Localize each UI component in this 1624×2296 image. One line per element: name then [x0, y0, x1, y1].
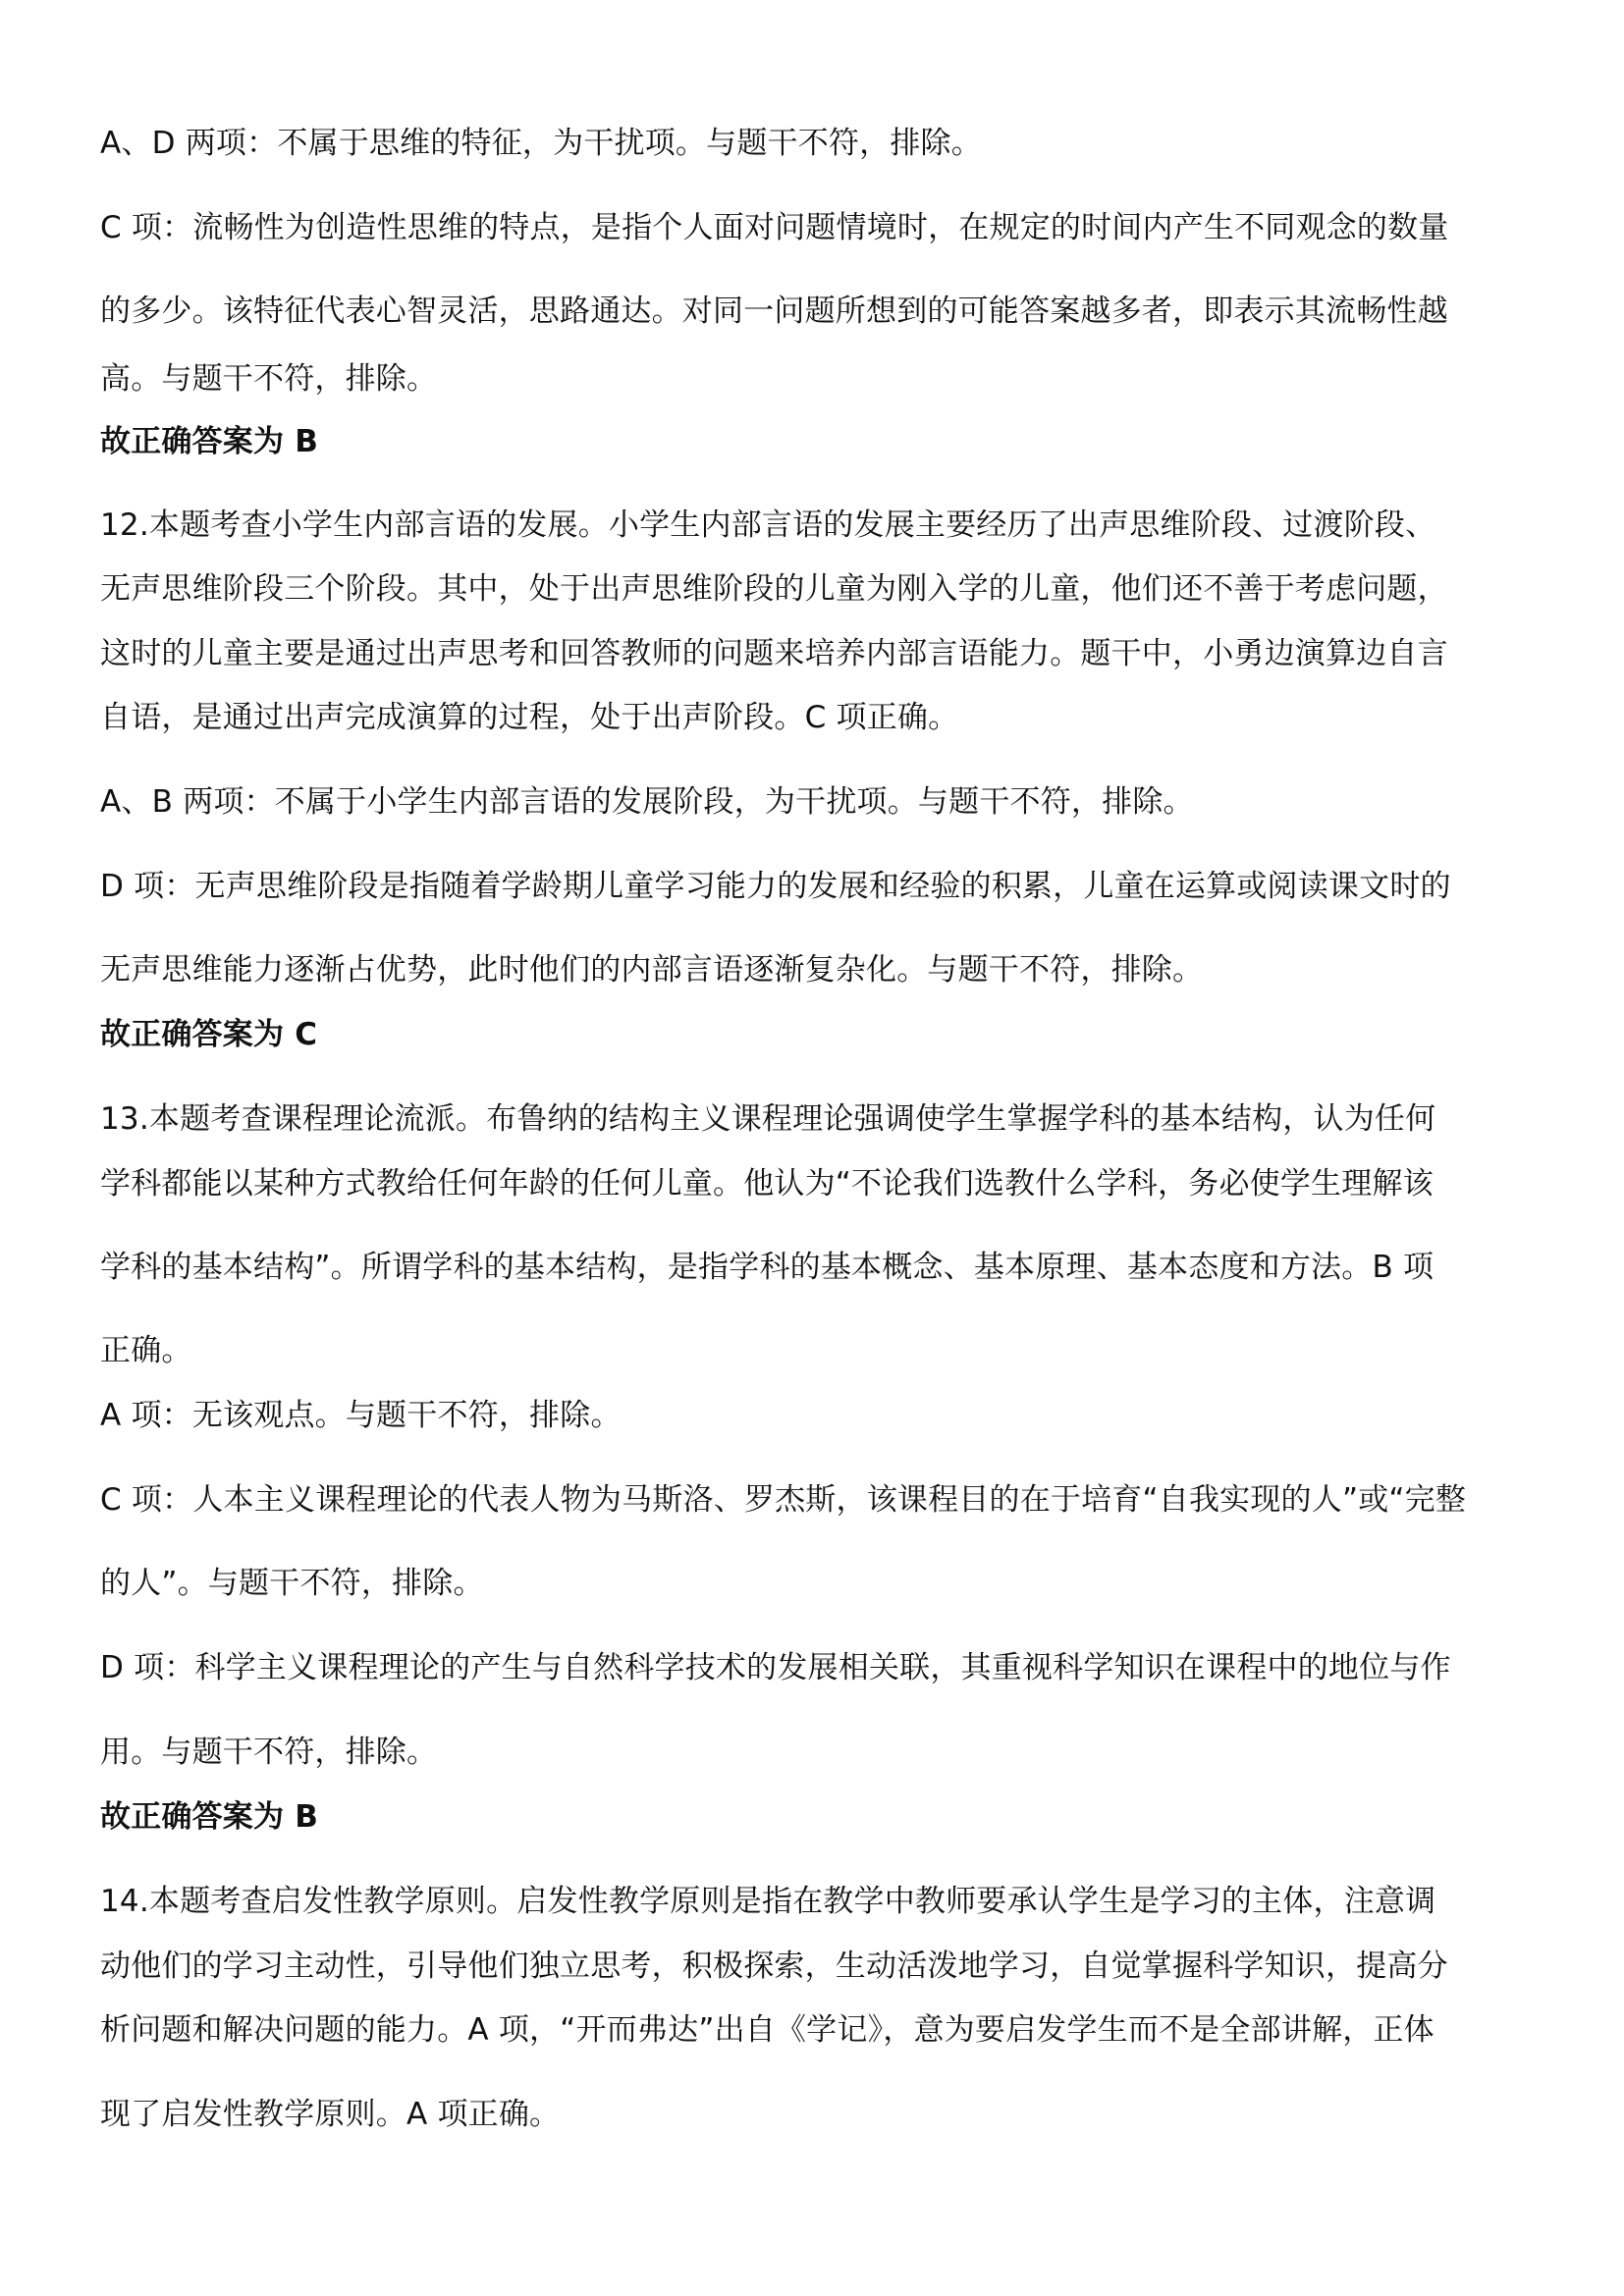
text-line: 自语，是通过出声完成演算的过程，处于出声阶段。C 项正确。	[100, 700, 959, 735]
text-line: 的人”。与题干不符，排除。	[100, 1566, 484, 1601]
text-line: 的多少。该特征代表心智灵活，思路通达。对同一问题所想到的可能答案越多者，即表示其流畅性越	[100, 294, 1448, 329]
text-line: A、B 两项：不属于小学生内部言语的发展阶段，为干扰项。与题干不符，排除。	[100, 784, 1194, 820]
text-line: 动他们的学习主动性，引导他们独立思考，积极探索，生动活泼地学习，自觉掌握科学知识，提高分	[100, 1949, 1448, 1984]
text-line: A、D 两项：不属于思维的特征，为干扰项。与题干不符，排除。	[100, 126, 982, 161]
text-line: 现了启发性教学原则。A 项正确。	[100, 2097, 561, 2132]
text-line: 13.本题考查课程理论流派。布鲁纳的结构主义课程理论强调使学生掌握学科的基本结构，认为任何	[100, 1101, 1436, 1137]
text-line: C 项：人本主义课程理论的代表人物为马斯洛、罗杰斯，该课程目的在于培育“自我实现的人”或“完整	[100, 1482, 1467, 1518]
answer-line: 故正确答案为 B	[100, 1799, 319, 1835]
text-line: 学科的基本结构”。所谓学科的基本结构，是指学科的基本概念、基本原理、基本态度和方法。B 项	[100, 1250, 1435, 1285]
text-line: 无声思维能力逐渐占优势，此时他们的内部言语逐渐复杂化。与题干不符，排除。	[100, 952, 1204, 988]
text-line: A 项：无该观点。与题干不符，排除。	[100, 1398, 622, 1433]
answer-line: 故正确答案为 B	[100, 424, 319, 459]
text-line: D 项：无声思维阶段是指随着学龄期儿童学习能力的发展和经验的积累，儿童在运算或阅读课文时的	[100, 869, 1451, 904]
text-line: 12.本题考查小学生内部言语的发展。小学生内部言语的发展主要经历了出声思维阶段、过渡阶段、	[100, 507, 1436, 543]
text-line: 析问题和解决问题的能力。A 项，“开而弗达”出自《学记》，意为要启发学生而不是全部讲解，正体	[100, 2012, 1435, 2048]
text-line: 正确。	[100, 1333, 192, 1368]
text-line: 高。与题干不符，排除。	[100, 361, 438, 397]
text-line: C 项：流畅性为创造性思维的特点，是指个人面对问题情境时，在规定的时间内产生不同观念的数量	[100, 210, 1449, 245]
text-line: 14.本题考查启发性教学原则。启发性教学原则是指在教学中教师要承认学生是学习的主体，注意调	[100, 1884, 1436, 1919]
text-line: 无声思维阶段三个阶段。其中，处于出声思维阶段的儿童为刚入学的儿童，他们还不善于考虑问题，	[100, 571, 1448, 607]
text-line: 学科都能以某种方式教给任何年龄的任何儿童。他认为“不论我们选教什么学科，务必使学生理解该	[100, 1166, 1434, 1201]
text-line: 用。与题干不符，排除。	[100, 1735, 438, 1770]
text-line: D 项：科学主义课程理论的产生与自然科学技术的发展相关联，其重视科学知识在课程中的地位与作	[100, 1650, 1451, 1685]
text-line: 这时的儿童主要是通过出声思考和回答教师的问题来培养内部言语能力。题干中，小勇边演算边自言	[100, 636, 1448, 671]
answer-line: 故正确答案为 C	[100, 1017, 318, 1052]
